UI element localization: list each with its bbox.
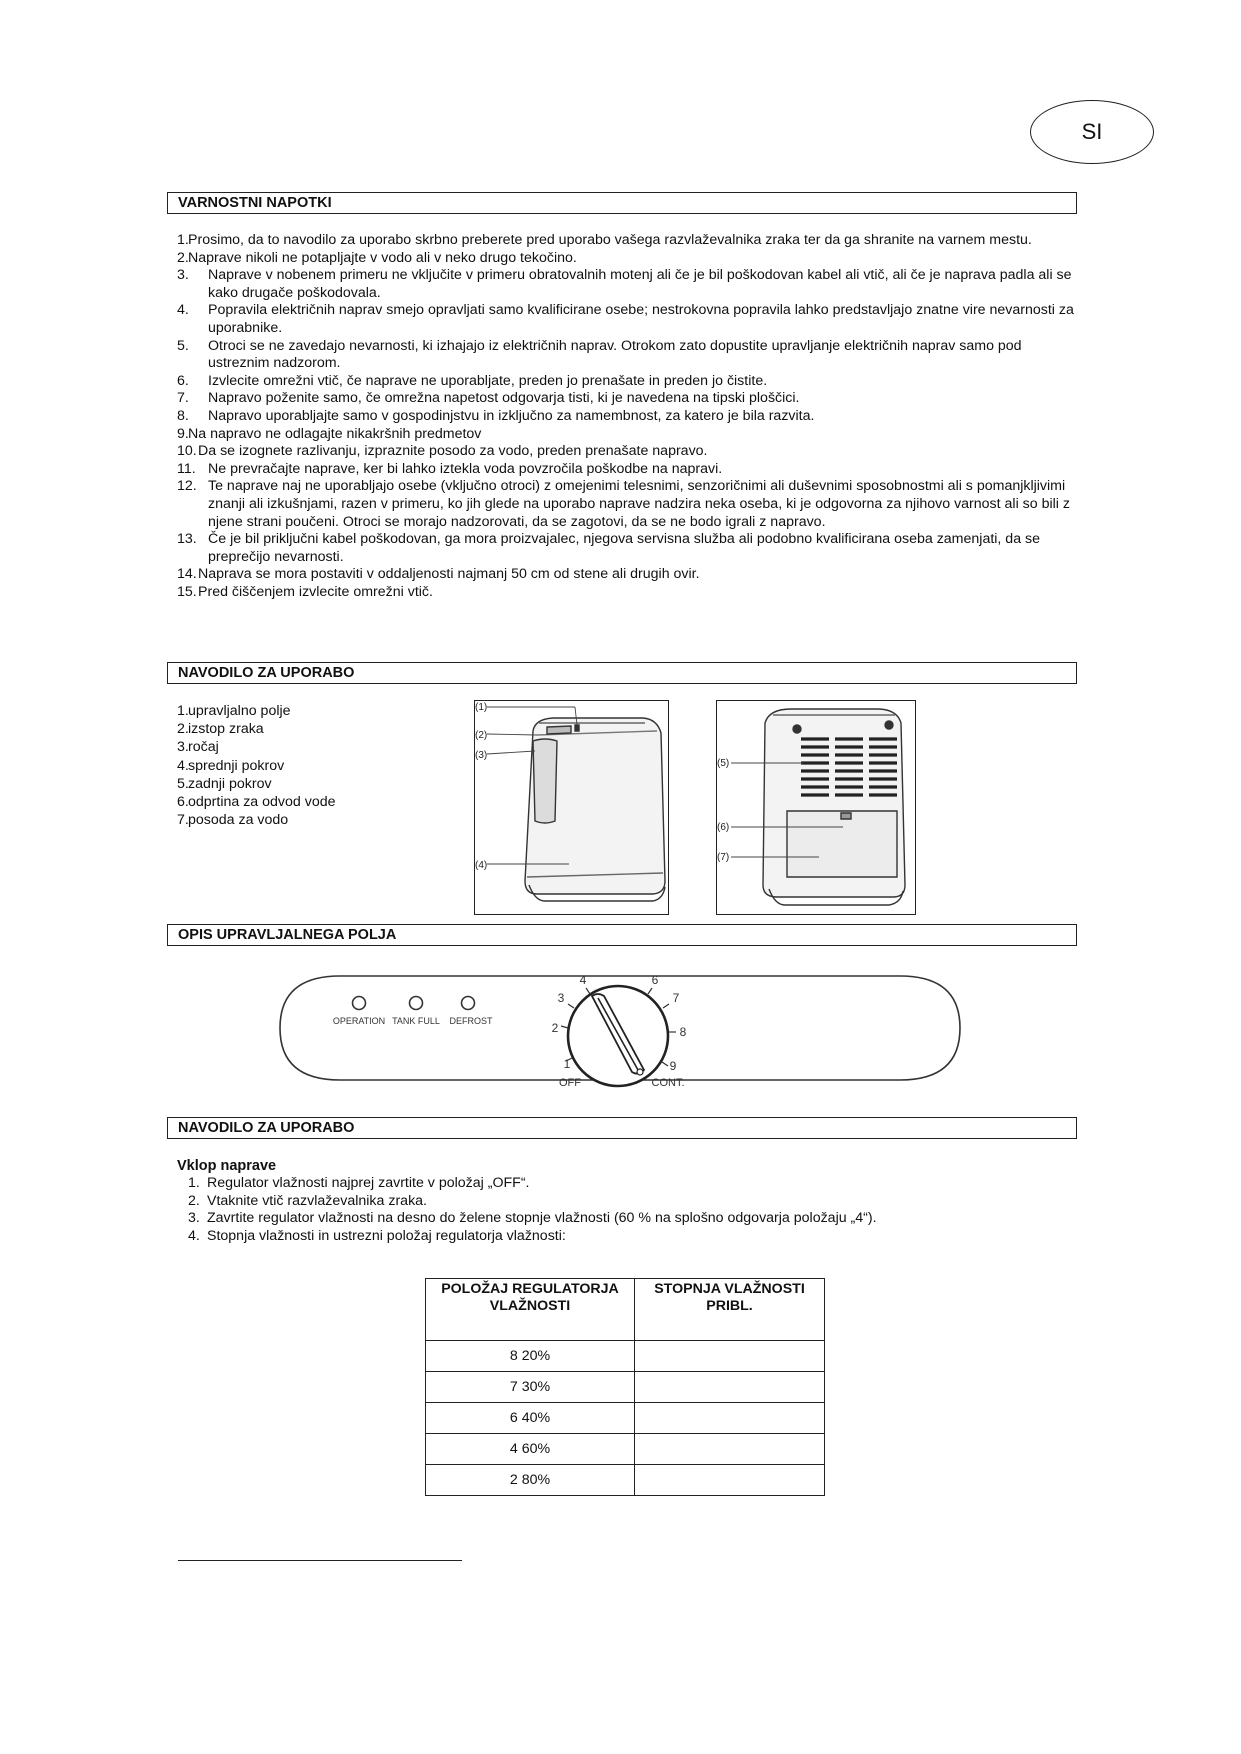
list-item: 1. upravljalno polje (177, 703, 291, 719)
figure-label-2: (2) (475, 730, 488, 741)
table-row: 6 40% (426, 1403, 825, 1434)
dial-mark-2: 2 (551, 1021, 559, 1035)
list-item: 7. Napravo poženite samo, če omrežna napetost odgovarja tisti, ki je navedena na tipski ploščici. (177, 390, 800, 407)
dehumidifier-front-figure (474, 700, 669, 915)
list-item: 11. Ne prevračajte naprave, ker bi lahko iztekla voda povzročila poškodbe na napravi. (177, 460, 723, 477)
dial-cont-label: CONT. (651, 1077, 685, 1089)
dial-mark-7: 7 (672, 991, 680, 1005)
dial-mark-1: 1 (563, 1057, 571, 1071)
list-item: 2. izstop zraka (177, 721, 264, 738)
dehumidifier-back-figure (716, 700, 916, 915)
safety-list (167, 232, 1077, 601)
dial-off-label: OFF (559, 1077, 581, 1089)
footnote-divider (178, 1560, 462, 1561)
humidity-table (425, 1278, 825, 1496)
dehumidifier-front-drawing (475, 701, 667, 913)
list-item: 6. odprtina za odvod vode (177, 794, 336, 811)
control-panel-drawing (270, 958, 970, 1098)
table-row: 4 60% (426, 1434, 825, 1465)
section-safety-title: VARNOSTNI NAPOTKI (167, 192, 1077, 214)
steps-list (167, 1175, 1087, 1245)
parts-list (167, 702, 457, 829)
dial-mark-3: 3 (557, 991, 565, 1005)
defrost-label: DEFROST (449, 1016, 493, 1026)
list-item: 8. Napravo uporabljajte samo v gospodinjstvu in izključno za namembnost, za katero je bila razvita. (177, 407, 815, 424)
language-badge: SI (1030, 100, 1154, 164)
list-item: 3. ročaj (177, 739, 219, 756)
list-item: 4. sprednji pokrov (177, 757, 285, 774)
list-item: 1. Prosimo, da to navodilo za uporabo skrbno preberete pred uporabo vašega razvlaževalnika zraka ter da ga shranite na varnem mestu. (177, 232, 1032, 248)
list-item: 5. zadnji pokrov (177, 775, 272, 792)
list-item: 3. Naprave v nobenem primeru ne vključite v primeru obratovalnih motenj ali če je bil poškodovan kabel ali vtič, ali če je naprava padla ali se kako drugače poškodovala. (177, 267, 1072, 301)
operation-label: OPERATION (332, 1016, 386, 1026)
dehumidifier-back-drawing (717, 701, 914, 913)
list-item: 2. Vtaknite vtič razvlaževalnika zraka. (188, 1192, 427, 1209)
list-item: 9. Na napravo ne odlagajte nikakršnih predmetov (177, 425, 482, 442)
section-usage-title: NAVODILO ZA UPORABO (167, 662, 1077, 684)
control-panel-diagram (270, 958, 970, 1098)
section-instructions-title: NAVODILO ZA UPORABO (167, 1117, 1077, 1139)
table-header-position: POLOŽAJ REGULATORJA VLAŽNOSTI (426, 1279, 635, 1341)
figure-label-6: (6) (717, 822, 730, 833)
list-item: 10. Da se izognete razlivanju, izpraznite posodo za vodo, preden prenašate napravo. (177, 443, 708, 460)
table-row: 2 80% (426, 1465, 825, 1496)
table-header-level: STOPNJA VLAŽNOSTI PRIBL. (635, 1279, 825, 1341)
dial-mark-9: 9 (669, 1059, 677, 1073)
list-item: 3. Zavrtite regulator vlažnosti na desno do želene stopnje vlažnosti (60 % na splošno odgovarja položaju „4“). (188, 1210, 877, 1227)
list-item: 4. Stopnja vlažnosti in ustrezni položaj regulatorja vlažnosti: (188, 1227, 566, 1244)
figure-label-3: (3) (475, 750, 488, 761)
humidity-dial[interactable] (568, 986, 668, 1086)
list-item: 14. Naprava se mora postaviti v oddaljenosti najmanj 50 cm od stene ali drugih ovir. (177, 566, 700, 583)
list-item: 12. Te naprave naj ne uporabljajo osebe (vključno otroci) z omejenimi telesnimi, senzoričnimi ali duševnimi sposobnostmi ali s pomanjkljivimi znanji ali izkušnjami, razen v primeru, ko jih glede na uporabo naprave nadzira neka oseba, ki je odgovorna za njihovo varnost ali so bili z njene strani poučeni. Otroci se morajo nadzorovati, da se zagotovi, da se ne bodo igrali z napravo. (177, 478, 1070, 530)
dial-mark-6: 6 (651, 973, 659, 987)
list-item: 4. Popravila električnih naprav smejo opravljati samo kvalificirane osebe; nestrokovna popravila lahko predstavljajo znatne vire nevarnosti za uporabnike. (177, 302, 1074, 336)
figure-label-7: (7) (717, 852, 730, 863)
figure-label-1: (1) (475, 702, 488, 713)
list-item: 5. Otroci se ne zavedajo nevarnosti, ki izhajajo iz električnih naprav. Otrokom zato dopustite upravljanje električnih naprav samo pod ustreznim nadzorom. (177, 337, 1022, 372)
figure-label-5: (5) (717, 758, 730, 769)
table-row: 8 20% (426, 1341, 825, 1372)
list-item: 13. Če je bil priključni kabel poškodovan, ga mora proizvajalec, njegova servisna služba ali podobno kvalificirana oseba zamenjati, da se preprečijo nevarnosti. (177, 531, 1041, 565)
tank-full-label: TANK FULL (392, 1016, 440, 1026)
list-item: 1. Regulator vlažnosti najprej zavrtite v položaj „OFF“. (188, 1175, 530, 1191)
dial-mark-4: 4 (579, 973, 587, 987)
instructions-subtitle: Vklop naprave (177, 1158, 277, 1174)
figure-label-4: (4) (475, 860, 488, 871)
list-item: 2. Naprave nikoli ne potapljajte v vodo ali v neko drugo tekočino. (177, 249, 577, 266)
list-item: 6. Izvlecite omrežni vtič, če naprave ne uporabljate, preden jo prenašate in preden jo čistite. (177, 372, 768, 389)
list-item: 7. posoda za vodo (177, 812, 289, 829)
list-item: 15. Pred čiščenjem izvlecite omrežni vtič. (177, 583, 433, 600)
table-row: 7 30% (426, 1372, 825, 1403)
section-control-panel-title: OPIS UPRAVLJALNEGA POLJA (167, 924, 1077, 946)
dial-mark-8: 8 (679, 1025, 687, 1039)
